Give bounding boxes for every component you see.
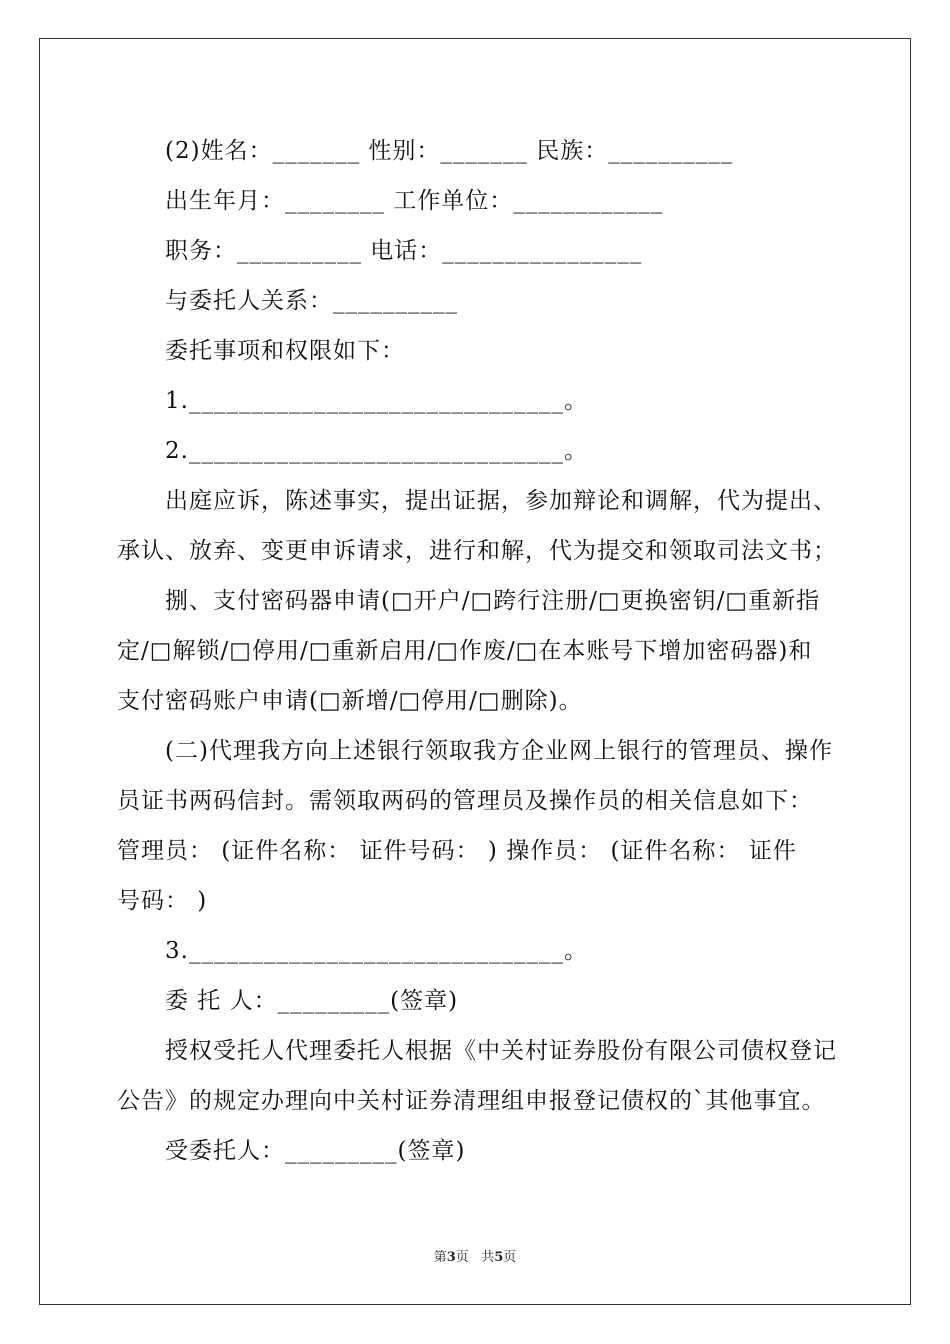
line-21: 受委托人：_________(签章) xyxy=(165,1138,466,1164)
line-7: 2.______________________________。 xyxy=(165,438,588,464)
line-13: (二)代理我方向上述银行领取我方企业网上银行的管理员、操作 xyxy=(165,738,833,764)
line-1: (2)姓名：_______ 性别：_______ 民族：__________ xyxy=(165,138,734,164)
line-2: 出生年月：________ 工作单位：____________ xyxy=(165,188,664,214)
line-19: 授权受托人代理委托人根据《中关村证券股份有限公司债权登记 xyxy=(165,1038,837,1064)
line-12: 支付密码账户申请(□新增/□停用/□删除)。 xyxy=(117,688,583,714)
line-4: 与委托人关系：__________ xyxy=(165,288,458,314)
line-11: 定/□解锁/□停用/□重新启用/□作废/□在本账号下增加密码器)和 xyxy=(117,638,813,664)
line-16: 号码： ) xyxy=(117,888,208,914)
page-number: 3 xyxy=(446,1250,456,1265)
line-14: 员证书两码信封。需领取两码的管理员及操作员的相关信息如下： xyxy=(117,788,813,814)
line-5: 委托事项和权限如下： xyxy=(165,338,405,364)
line-17: 3.______________________________。 xyxy=(165,938,588,964)
line-3: 职务：__________ 电话：________________ xyxy=(165,238,643,264)
line-6: 1.______________________________。 xyxy=(165,388,588,414)
line-20: 公告》的规定办理向中关村证券清理组申报登记债权的`其他事宜。 xyxy=(117,1088,826,1114)
line-15: 管理员： (证件名称： 证件号码： ) 操作员： (证件名称： 证件 xyxy=(117,838,797,864)
page-suffix: 页 xyxy=(455,1250,469,1265)
page-footer xyxy=(0,1246,950,1265)
total-pages: 5 xyxy=(494,1250,504,1265)
line-9: 承认、放弃、变更申诉请求，进行和解，代为提交和领取司法文书； xyxy=(117,538,837,564)
line-18: 委 托 人：_________(签章) xyxy=(165,988,459,1014)
total-suffix: 页 xyxy=(503,1250,517,1265)
line-8: 出庭应诉，陈述事实，提出证据，参加辩论和调解，代为提出、 xyxy=(165,488,837,514)
page-prefix: 第 xyxy=(433,1250,447,1265)
line-10: 捌、支付密码器申请(□开户/□跨行注册/□更换密钥/□重新指 xyxy=(165,588,821,614)
total-prefix: 共 xyxy=(481,1250,495,1265)
